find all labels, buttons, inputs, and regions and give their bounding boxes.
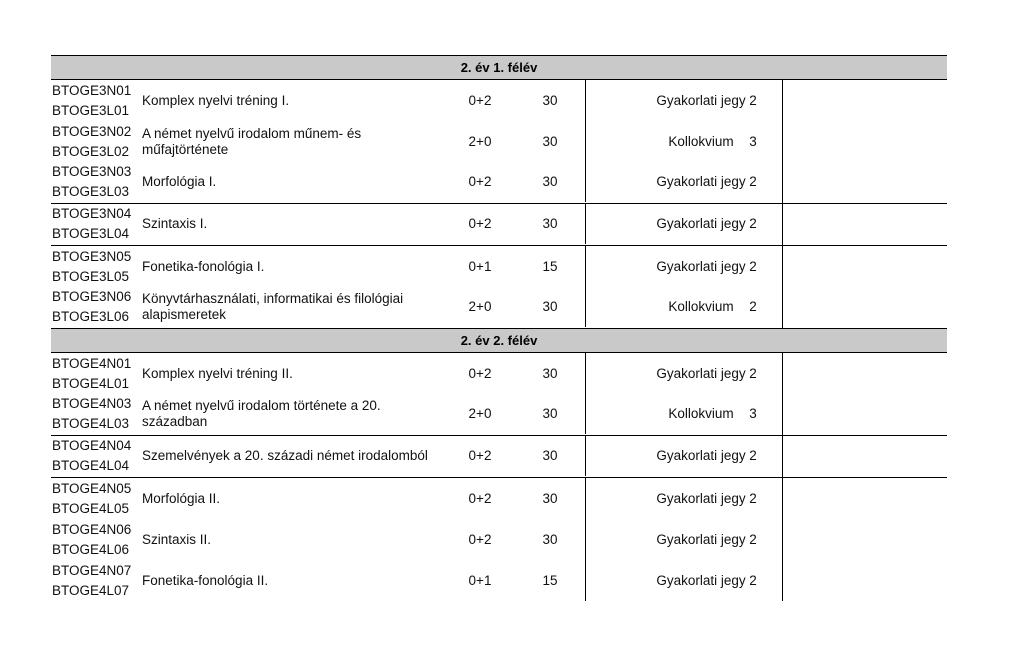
table-row — [51, 287, 947, 329]
code-n: BTOGE4N07 — [52, 562, 132, 578]
total-hours: 30 — [542, 133, 558, 149]
total-hours: 30 — [542, 299, 558, 314]
assessment-label: Kollokvium — [668, 133, 734, 149]
credits: 2 — [749, 490, 757, 506]
course-codes — [52, 80, 138, 121]
assessment-label: Kollokvium — [668, 299, 734, 314]
weekly-hours: 0+2 — [468, 174, 492, 189]
weekly-hours: 0+1 — [468, 258, 492, 274]
assessment-label: Gyakorlati jegy — [656, 490, 746, 506]
table-row — [51, 436, 947, 478]
course-codes — [52, 436, 138, 476]
table-row — [51, 353, 947, 394]
table-row — [51, 121, 947, 162]
course-name: Fonetika-fonológia II. — [142, 572, 269, 588]
course-codes — [52, 353, 138, 394]
course-name: Könyvtárhasználati, informatikai és filológiai alapismeretek — [142, 291, 404, 322]
credits: 2 — [749, 174, 757, 189]
course-codes — [52, 519, 138, 560]
column-divider — [782, 121, 783, 162]
total-hours: 30 — [542, 406, 558, 421]
table-row — [51, 478, 947, 519]
column-divider — [782, 80, 783, 121]
curriculum-table — [51, 55, 947, 601]
code-l: BTOGE3L01 — [52, 102, 130, 118]
table-row — [51, 80, 947, 121]
course-name: A német nyelvű irodalom műnem- és műfajtörténete — [142, 125, 362, 157]
table-row — [51, 204, 947, 246]
weekly-hours: 2+0 — [468, 299, 492, 314]
code-n: BTOGE3N05 — [52, 248, 132, 264]
course-name: Szintaxis I. — [142, 216, 208, 231]
credits: 2 — [749, 216, 757, 231]
course-name: Komplex nyelvi tréning I. — [142, 92, 290, 108]
code-n: BTOGE4N05 — [52, 480, 132, 496]
course-codes — [52, 560, 138, 601]
assessment-label: Gyakorlati jegy — [656, 92, 746, 108]
weekly-hours: 0+2 — [468, 365, 492, 381]
code-n: BTOGE4N01 — [52, 355, 132, 371]
course-name: Komplex nyelvi tréning II. — [142, 365, 293, 381]
total-hours: 30 — [542, 365, 558, 381]
weekly-hours: 0+2 — [468, 490, 492, 506]
weekly-hours: 0+2 — [468, 531, 492, 547]
weekly-hours: 0+2 — [468, 448, 492, 463]
weekly-hours: 0+2 — [468, 92, 492, 108]
code-n: BTOGE3N02 — [52, 123, 132, 139]
column-divider — [782, 162, 783, 203]
course-codes — [52, 394, 138, 434]
column-divider — [782, 287, 783, 328]
course-codes — [52, 246, 138, 287]
code-l: BTOGE4L01 — [52, 375, 130, 391]
code-n: BTOGE4N03 — [52, 396, 132, 411]
column-divider — [782, 436, 783, 477]
column-divider — [782, 394, 783, 435]
total-hours: 30 — [542, 531, 558, 547]
total-hours: 30 — [542, 174, 558, 189]
total-hours: 30 — [542, 448, 558, 463]
assessment-label: Gyakorlati jegy — [656, 365, 746, 381]
code-n: BTOGE3N03 — [52, 164, 132, 179]
column-divider — [782, 204, 783, 245]
table-row — [51, 519, 947, 560]
code-l: BTOGE3L06 — [52, 309, 130, 324]
course-name: Szintaxis II. — [142, 531, 212, 547]
table-row — [51, 394, 947, 436]
code-n: BTOGE4N04 — [52, 438, 132, 453]
code-n: BTOGE3N04 — [52, 206, 132, 221]
course-codes — [52, 204, 138, 244]
credits: 2 — [749, 92, 757, 108]
total-hours: 30 — [542, 490, 558, 506]
section-header: 2. év 2. félév — [51, 329, 947, 353]
column-divider — [782, 560, 783, 601]
weekly-hours: 0+2 — [468, 216, 492, 231]
course-codes — [52, 121, 138, 162]
weekly-hours: 0+1 — [468, 572, 492, 588]
code-l: BTOGE3L02 — [52, 143, 130, 159]
code-l: BTOGE4L06 — [52, 541, 130, 557]
credits: 2 — [749, 299, 757, 314]
column-divider — [782, 478, 783, 519]
credits: 2 — [749, 448, 757, 463]
total-hours: 15 — [542, 572, 558, 588]
total-hours: 15 — [542, 258, 558, 274]
course-name: Morfológia I. — [142, 174, 217, 189]
code-l: BTOGE3L04 — [52, 226, 130, 241]
assessment-label: Gyakorlati jegy — [656, 216, 746, 231]
code-l: BTOGE4L07 — [52, 582, 130, 598]
section-header: 2. év 1. félév — [51, 56, 947, 80]
column-divider — [782, 519, 783, 560]
table-row — [51, 162, 947, 204]
course-codes — [52, 162, 138, 202]
credits: 3 — [749, 406, 757, 421]
code-l: BTOGE3L03 — [52, 184, 130, 199]
table-row — [51, 560, 947, 601]
credits: 2 — [749, 572, 757, 588]
credits: 2 — [749, 531, 757, 547]
code-l: BTOGE4L04 — [52, 458, 130, 473]
course-name: Szemelvények a 20. századi német irodalomból — [142, 448, 428, 463]
course-name: Fonetika-fonológia I. — [142, 258, 265, 274]
code-n: BTOGE4N06 — [52, 521, 132, 537]
credits: 2 — [749, 365, 757, 381]
code-n: BTOGE3N06 — [52, 289, 132, 304]
assessment-label: Gyakorlati jegy — [656, 448, 746, 463]
code-l: BTOGE3L05 — [52, 268, 130, 284]
column-divider — [782, 246, 783, 287]
credits: 2 — [749, 258, 757, 274]
course-name: Morfológia II. — [142, 490, 221, 506]
total-hours: 30 — [542, 92, 558, 108]
assessment-label: Gyakorlati jegy — [656, 572, 746, 588]
course-codes — [52, 287, 138, 327]
code-l: BTOGE4L03 — [52, 416, 130, 431]
course-codes — [52, 478, 138, 519]
assessment-label: Kollokvium — [668, 406, 734, 421]
column-divider — [782, 353, 783, 394]
weekly-hours: 2+0 — [468, 133, 492, 149]
assessment-label: Gyakorlati jegy — [656, 258, 746, 274]
code-l: BTOGE4L05 — [52, 500, 130, 516]
assessment-label: Gyakorlati jegy — [656, 531, 746, 547]
table-row — [51, 246, 947, 287]
total-hours: 30 — [542, 216, 558, 231]
course-name: A német nyelvű irodalom története a 20. században — [142, 398, 381, 429]
credits: 3 — [749, 133, 757, 149]
code-n: BTOGE3N01 — [52, 82, 132, 98]
weekly-hours: 2+0 — [468, 406, 492, 421]
assessment-label: Gyakorlati jegy — [656, 174, 746, 189]
